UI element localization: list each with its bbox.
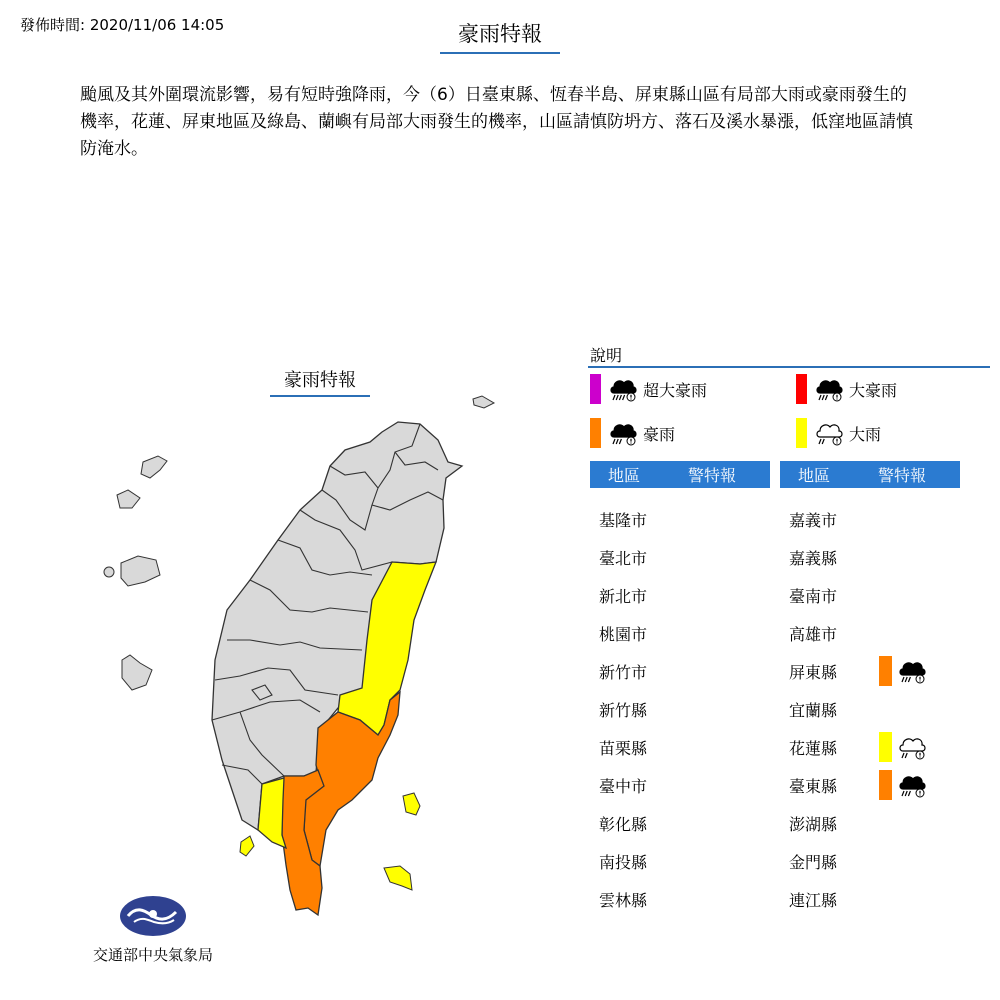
legend-item [796, 417, 881, 449]
region-row [590, 884, 689, 914]
region-row [780, 694, 879, 724]
island-penghu [122, 655, 152, 690]
region-name: 南投縣 [599, 852, 648, 872]
region-kaohsiung-coast[interactable] [258, 778, 286, 848]
region-row [780, 504, 879, 534]
warning-description: 颱風及其外圍環流影響，易有短時強降雨，今（6）日臺東縣、恆春半島、屏東縣山區有局部大雨或豪雨發生的機率，花蓮、屏東地區及綠島、蘭嶼有局部大雨發生的機率，山區請慎防坍方、落石及溪水暴漲，低窪地區請慎防淹水。 [80, 85, 913, 159]
region-name: 臺中市 [599, 776, 648, 796]
agency-name: 交通部中央氣象局 [92, 946, 213, 964]
region-row [780, 770, 932, 800]
region-row [780, 808, 879, 838]
region-row [780, 618, 879, 648]
legend-item [590, 373, 707, 405]
region-row [780, 542, 879, 572]
torrential-rain-icon [815, 376, 845, 402]
warning-indicator [879, 656, 932, 686]
region-row [780, 884, 879, 914]
legend-label: 豪雨 [643, 424, 676, 444]
heavy-rain-icon [815, 420, 845, 446]
region-name: 臺東縣 [789, 776, 838, 796]
island-pengjia [473, 396, 494, 408]
column-header-warning: 警特報 [878, 466, 927, 485]
region-row [590, 846, 689, 876]
legend-item [796, 373, 897, 405]
island-lanyu [384, 866, 412, 890]
extremely-heavy-rain-icon [898, 658, 928, 684]
column-header-region: 地區 [798, 466, 831, 485]
island-matsu-1 [141, 456, 167, 478]
island-matsu-2 [117, 490, 140, 508]
region-row [590, 504, 689, 534]
warning-indicator [879, 732, 932, 762]
legend-divider [588, 366, 990, 368]
region-name: 高雄市 [789, 624, 838, 644]
region-row [780, 580, 879, 610]
island-kinmen [121, 556, 160, 586]
region-row [590, 770, 689, 800]
region-name: 彰化縣 [599, 814, 648, 834]
island-liuqiu [240, 836, 254, 856]
legend-swatch [796, 418, 807, 448]
island-lieyu [104, 567, 114, 577]
legend-label: 超大豪雨 [643, 380, 708, 400]
legend-title: 說明 [590, 346, 623, 365]
region-name: 基隆市 [599, 510, 648, 530]
region-row [590, 542, 689, 572]
warning-swatch [879, 770, 892, 800]
region-name: 新北市 [599, 586, 648, 606]
map-title: 豪雨特報 [270, 366, 370, 397]
column-header-region: 地區 [608, 466, 641, 485]
region-row [590, 580, 689, 610]
region-name: 連江縣 [789, 890, 838, 910]
region-row [590, 618, 689, 648]
region-row [590, 732, 689, 762]
warning-indicator [879, 770, 932, 800]
extremely-heavy-rain-icon [898, 772, 928, 798]
region-row [590, 656, 689, 686]
region-row [590, 808, 689, 838]
region-name: 屏東縣 [789, 662, 838, 682]
region-row [780, 656, 932, 686]
region-row [590, 694, 689, 724]
region-name: 新竹市 [599, 662, 648, 682]
region-name: 苗栗縣 [599, 738, 648, 758]
cwb-logo [118, 894, 190, 942]
region-name: 花蓮縣 [789, 738, 838, 758]
table-header-right [780, 461, 960, 488]
region-name: 嘉義縣 [789, 548, 838, 568]
region-name: 新竹縣 [599, 700, 648, 720]
legend-item [590, 417, 675, 449]
warning-swatch [879, 732, 892, 762]
extremely-heavy-rain-icon [609, 420, 639, 446]
legend-swatch [590, 418, 601, 448]
legend-label: 大雨 [849, 424, 882, 444]
legend-swatch [796, 374, 807, 404]
island-lyudao [403, 793, 420, 815]
page-title: 豪雨特報 [440, 18, 560, 54]
region-name: 臺北市 [599, 548, 648, 568]
region-name: 雲林縣 [599, 890, 648, 910]
region-name: 臺南市 [789, 586, 838, 606]
extreme-torrential-rain-icon [609, 376, 639, 402]
region-row [780, 846, 879, 876]
region-row [780, 732, 932, 762]
region-name: 嘉義市 [789, 510, 838, 530]
region-name: 宜蘭縣 [789, 700, 838, 720]
table-header-left [590, 461, 770, 488]
heavy-rain-icon [898, 734, 928, 760]
legend-label: 大豪雨 [849, 380, 898, 400]
warning-swatch [879, 656, 892, 686]
issue-time: 發佈時間: 2020/11/06 14:05 [20, 16, 225, 34]
column-header-warning: 警特報 [688, 466, 737, 485]
taiwan-map [95, 385, 505, 925]
region-name: 桃園市 [599, 624, 648, 644]
legend-swatch [590, 374, 601, 404]
region-name: 澎湖縣 [789, 814, 838, 834]
region-name: 金門縣 [789, 852, 838, 872]
